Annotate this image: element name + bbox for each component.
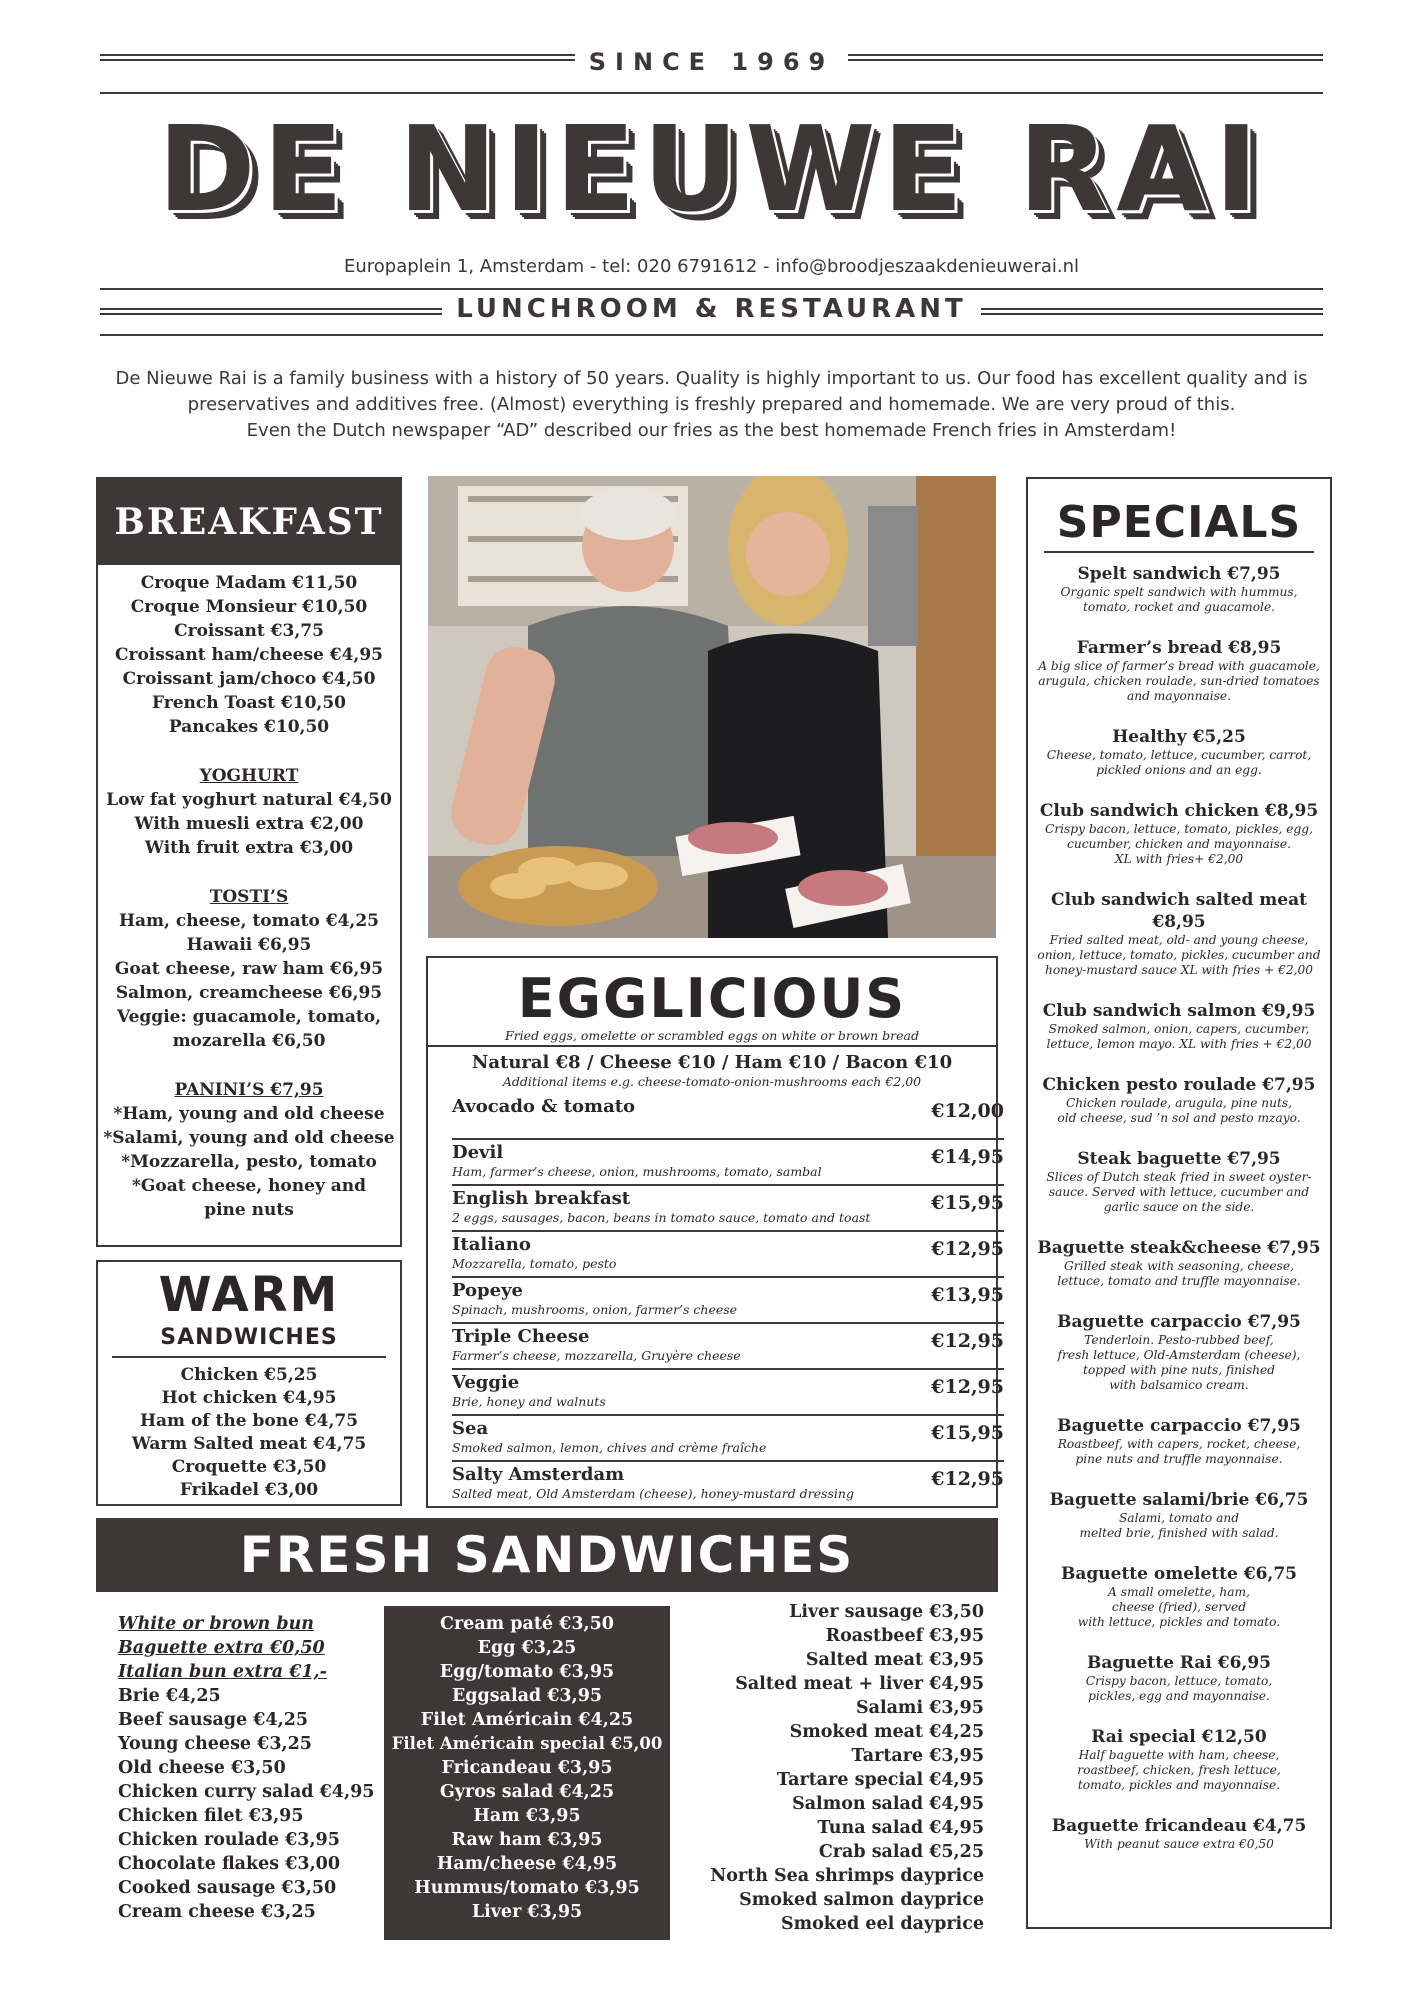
breakfast-box xyxy=(96,477,402,1247)
menu-item: Chicken filet €3,95 xyxy=(118,1806,304,1826)
fresh-col-3 xyxy=(690,1600,984,1936)
egg-item xyxy=(452,1094,1004,1140)
menu-item: Filet Américain special €5,00 xyxy=(391,1734,663,1753)
menu-item: Raw ham €3,95 xyxy=(451,1830,603,1850)
menu-item: Hot chicken €4,95 xyxy=(161,1388,337,1408)
menu-item: Chocolate flakes €3,00 xyxy=(118,1854,341,1874)
egg-price: €12,95 xyxy=(931,1376,1004,1398)
egg-name: Italiano xyxy=(452,1234,531,1255)
special-item: Baguette fricandeau €4,75 With peanut sauce extra €0,50 xyxy=(1051,1816,1307,1851)
bread-note: White or brown bun xyxy=(118,1614,315,1634)
menu-item: French Toast €10,50 xyxy=(152,693,346,713)
menu-item: Tartare €3,95 xyxy=(851,1746,984,1766)
egg-price: €12,95 xyxy=(931,1238,1004,1260)
menu-item: Smoked meat €4,25 xyxy=(789,1722,984,1742)
menu-item: Salmon, creamcheese €6,95 xyxy=(115,983,383,1003)
menu-item: Chicken €5,25 xyxy=(180,1365,318,1385)
special-item: Baguette salami/brie €6,75 Salami, tomato and melted brie, finished with salad. xyxy=(1049,1490,1309,1540)
menu-item: Tuna salad €4,95 xyxy=(817,1818,984,1838)
special-item: Baguette Rai €6,95 Crispy bacon, lettuce, tomato, pickles, egg and mayonnaise. xyxy=(1085,1653,1273,1703)
egglicious-base: Natural €8 / Cheese €10 / Ham €10 / Bacon €10 xyxy=(471,1052,953,1073)
intro-text: De Nieuwe Rai is a family business with a history of 50 years. Quality is highly important to us. Our food has excellent quality and is preservatives and additives free. (Almost) everything is freshly prepared and homemade. We are very proud of this. Even the Dutch newspaper “AD” described our fries as the best homemade French fries in Amsterdam! xyxy=(115,368,1308,441)
egglicious-title: EGGLICIOUS xyxy=(517,967,907,1030)
menu-item: *Salami, young and old cheese xyxy=(103,1128,395,1148)
photo-illustration xyxy=(428,476,996,938)
egg-item: English breakfast 2 eggs, sausages, bacon, beans in tomato sauce, tomato and toast €15,95 xyxy=(452,1186,1004,1232)
egg-name: Salty Amsterdam xyxy=(452,1464,625,1485)
menu-item: pine nuts xyxy=(204,1200,294,1220)
egglicious-box xyxy=(426,956,1004,1508)
menu-item: Salted meat €3,95 xyxy=(805,1650,984,1670)
menu-item: Eggsalad €3,95 xyxy=(451,1686,603,1706)
egg-name: Devil xyxy=(452,1142,504,1163)
special-item: Farmer’s bread €8,95 A big slice of farmer’s bread with guacamole, arugula, chicken roulade, sun-dried tomatoes and mayonnaise. xyxy=(1038,638,1320,703)
menu-item: Tartare special €4,95 xyxy=(776,1770,984,1790)
menu-item: Chicken curry salad €4,95 xyxy=(118,1782,375,1802)
menu-item: Crab salad €5,25 xyxy=(818,1842,984,1862)
menu-item: With fruit extra €3,00 xyxy=(144,838,354,858)
menu-item: Chicken roulade €3,95 xyxy=(118,1830,340,1850)
address-line: Europaplein 1, Amsterdam - tel: 020 6791612 - info@broodjeszaakdenieuwerai.nl xyxy=(343,256,1080,277)
divider xyxy=(100,288,1323,290)
tosti-heading: TOSTI’S xyxy=(209,887,289,907)
egg-item: Triple Cheese Farmer’s cheese, mozzarella, Gruyère cheese €12,95 xyxy=(452,1324,1004,1370)
menu-item: Liver €3,95 xyxy=(471,1902,583,1922)
menu-item: Hummus/tomato €3,95 xyxy=(414,1878,640,1898)
menu-item: *Ham, young and old cheese xyxy=(113,1104,385,1124)
menu-item: North Sea shrimps dayprice xyxy=(710,1866,984,1886)
special-item: Baguette carpaccio €7,95 Tenderloin. Pesto-rubbed beef, fresh lettuce, Old-Amsterdam (cheese), topped with pine nuts, finished with balsamico cream. xyxy=(1057,1312,1301,1392)
menu-item: Fricandeau €3,95 xyxy=(441,1758,613,1778)
menu-item: Smoked salmon dayprice xyxy=(739,1890,984,1910)
special-item: Rai special €12,50 Half baguette with ham, cheese, roastbeef, chicken, fresh lettuce, tomato, pickles and mayonnaise. xyxy=(1077,1727,1281,1792)
warm-subtitle: SANDWICHES xyxy=(112,1324,386,1358)
egg-price: €12,95 xyxy=(931,1330,1004,1352)
menu-item: Croque Monsieur €10,50 xyxy=(130,597,368,617)
bread-note: Italian bun extra €1,- xyxy=(118,1662,327,1682)
panini-heading: PANINI’S €7,95 xyxy=(174,1080,324,1100)
egg-price: €13,95 xyxy=(931,1284,1004,1306)
menu-item: Brie €4,25 xyxy=(118,1686,221,1706)
menu-item: With muesli extra €2,00 xyxy=(134,814,364,834)
menu-item: Egg/tomato €3,95 xyxy=(439,1662,615,1682)
egg-item: Popeye Spinach, mushrooms, onion, farmer’s cheese €13,95 xyxy=(452,1278,1004,1324)
egg-item: Salty Amsterdam Salted meat, Old Amsterdam (cheese), honey-mustard dressing €12,95 xyxy=(452,1464,1004,1501)
menu-item: Ham of the bone €4,75 xyxy=(139,1411,359,1431)
egglicious-subtitle: Fried eggs, omelette or scrambled eggs on white or brown bread xyxy=(428,1028,996,1047)
menu-item: Salmon salad €4,95 xyxy=(792,1794,984,1814)
egg-name: Triple Cheese xyxy=(452,1326,590,1347)
special-item: Baguette omelette €6,75 A small omelette, ham, cheese (fried), served with lettuce, pickles and tomato. xyxy=(1061,1564,1297,1629)
divider xyxy=(100,92,1323,94)
owners-photo xyxy=(428,476,996,938)
menu-item: Frikadel €3,00 xyxy=(179,1480,319,1500)
menu-item: Goat cheese, raw ham €6,95 xyxy=(114,959,384,979)
egg-item: Italiano Mozzarella, tomato, pesto €12,95 xyxy=(452,1232,1004,1278)
since-label: SINCE 1969 xyxy=(0,48,1423,76)
menu-item: Smoked eel dayprice xyxy=(780,1914,984,1934)
menu-item: Cream paté €3,50 xyxy=(440,1614,614,1634)
egg-item: Sea Smoked salmon, lemon, chives and crème fraîche €15,95 xyxy=(452,1416,1004,1462)
menu-item: mozarella €6,50 xyxy=(172,1031,326,1051)
menu-item: Old cheese €3,50 xyxy=(118,1758,286,1778)
menu-item: Hawaii €6,95 xyxy=(186,935,312,955)
egg-name: Veggie xyxy=(452,1372,520,1393)
egg-price: €15,95 xyxy=(931,1192,1004,1214)
warm-title: WARM xyxy=(158,1267,340,1323)
egg-item: Devil Ham, farmer’s cheese, onion, mushrooms, tomato, sambal €14,95 xyxy=(452,1140,1004,1186)
menu-item: Warm Salted meat €4,75 xyxy=(131,1434,367,1454)
special-item: Baguette steak&cheese €7,95 Grilled steak with seasoning, cheese, lettuce, tomato and truffle mayonnaise. xyxy=(1037,1238,1321,1288)
menu-item: *Mozzarella, pesto, tomato xyxy=(121,1152,377,1172)
menu-item: Croque Madam €11,50 xyxy=(140,573,358,593)
subtitle: LUNCHROOM & RESTAURANT xyxy=(0,294,1423,324)
menu-item: Croissant €3,75 xyxy=(174,621,324,641)
menu-item: *Goat cheese, honey and xyxy=(131,1176,367,1196)
menu-item: Egg €3,25 xyxy=(477,1638,577,1658)
divider xyxy=(100,334,1323,336)
fresh-col-1 xyxy=(118,1612,388,1924)
special-item: Healthy €5,25 Cheese, tomato, lettuce, cucumber, carrot, pickled onions and an egg. xyxy=(1046,727,1312,777)
menu-item: Liver sausage €3,50 xyxy=(789,1602,984,1622)
menu-item: Ham €3,95 xyxy=(473,1806,581,1826)
egg-price: €12,00 xyxy=(931,1100,1004,1122)
specials-list xyxy=(1028,563,1330,1852)
menu-item: Young cheese €3,25 xyxy=(118,1734,312,1754)
specials-box xyxy=(1026,477,1332,1929)
menu-item: Ham, cheese, tomato €4,25 xyxy=(118,911,379,931)
menu-item: Roastbeef €3,95 xyxy=(825,1626,984,1646)
egg-name: English breakfast xyxy=(452,1188,631,1209)
egg-item: Veggie Brie, honey and walnuts €12,95 xyxy=(452,1370,1004,1416)
egglicious-extra: Additional items e.g. cheese-tomato-onion-mushrooms each €2,00 xyxy=(502,1074,922,1089)
menu-item: Low fat yoghurt natural €4,50 xyxy=(106,790,392,810)
menu-item: Beef sausage €4,25 xyxy=(118,1710,309,1730)
yoghurt-heading: YOGHURT xyxy=(199,766,299,786)
fresh-col-2 xyxy=(384,1606,670,1940)
special-item: Spelt sandwich €7,95 Organic spelt sandwich with hummus, tomato, rocket and guacamole. xyxy=(1060,564,1298,614)
fresh-title: FRESH SANDWICHES xyxy=(96,1518,998,1592)
specials-title: SPECIALS xyxy=(1044,497,1314,553)
egg-price: €14,95 xyxy=(931,1146,1004,1168)
menu-item: Gyros salad €4,25 xyxy=(439,1782,615,1802)
restaurant-title: DE NIEUWE RAI xyxy=(157,100,1266,238)
menu-item: Croissant jam/choco €4,50 xyxy=(122,669,376,689)
menu-item: Salami €3,95 xyxy=(855,1698,984,1718)
menu-item: Ham/cheese €4,95 xyxy=(436,1854,618,1874)
menu-item: Cream cheese €3,25 xyxy=(118,1902,316,1922)
special-item: Club sandwich salmon €9,95 Smoked salmon, onion, capers, cucumber, lettuce, lemon mayo. XL with fries + €2,00 xyxy=(1042,1001,1316,1051)
menu-item: Veggie: guacamole, tomato, xyxy=(116,1007,382,1027)
special-item: Baguette carpaccio €7,95 Roastbeef, with capers, rocket, cheese, pine nuts and truffle mayonnaise. xyxy=(1057,1416,1301,1466)
menu-item: Cooked sausage €3,50 xyxy=(118,1878,337,1898)
breakfast-title: BREAKFAST xyxy=(98,479,400,565)
egg-price: €12,95 xyxy=(931,1468,1004,1490)
egg-name: Avocado & tomato xyxy=(452,1096,636,1117)
menu-item: Croquette €3,50 xyxy=(171,1457,327,1477)
breakfast-list xyxy=(98,565,400,1222)
egg-name: Sea xyxy=(452,1418,489,1439)
menu-item: Pancakes €10,50 xyxy=(168,717,330,737)
special-item: Chicken pesto roulade €7,95 Chicken roulade, arugula, pine nuts, old cheese, sud ’n sol and pesto mzayo. xyxy=(1042,1075,1316,1125)
special-item: Club sandwich chicken €8,95 Crispy bacon, lettuce, tomato, pickles, egg, cucumber, chicken and mayonnaise. XL with fries+ €2,00 xyxy=(1039,801,1319,866)
warm-box xyxy=(96,1260,402,1506)
menu-item: Salted meat + liver €4,95 xyxy=(735,1674,984,1694)
egg-name: Popeye xyxy=(452,1280,524,1301)
egg-price: €15,95 xyxy=(931,1422,1004,1444)
bread-note: Baguette extra €0,50 xyxy=(118,1638,325,1658)
menu-item: Filet Américain €4,25 xyxy=(420,1710,634,1730)
special-item: Steak baguette €7,95 Slices of Dutch steak fried in sweet oyster- sauce. Served with lettuce, cucumber and garlic sauce on the side. xyxy=(1046,1149,1312,1214)
special-item: Club sandwich salted meat €8,95 Fried salted meat, old- and young cheese, onion, lettuce, tomato, pickles, cucumber and honey-mustard sauce XL with fries + €2,00 xyxy=(1037,890,1321,977)
menu-item: Croissant ham/cheese €4,95 xyxy=(114,645,384,665)
